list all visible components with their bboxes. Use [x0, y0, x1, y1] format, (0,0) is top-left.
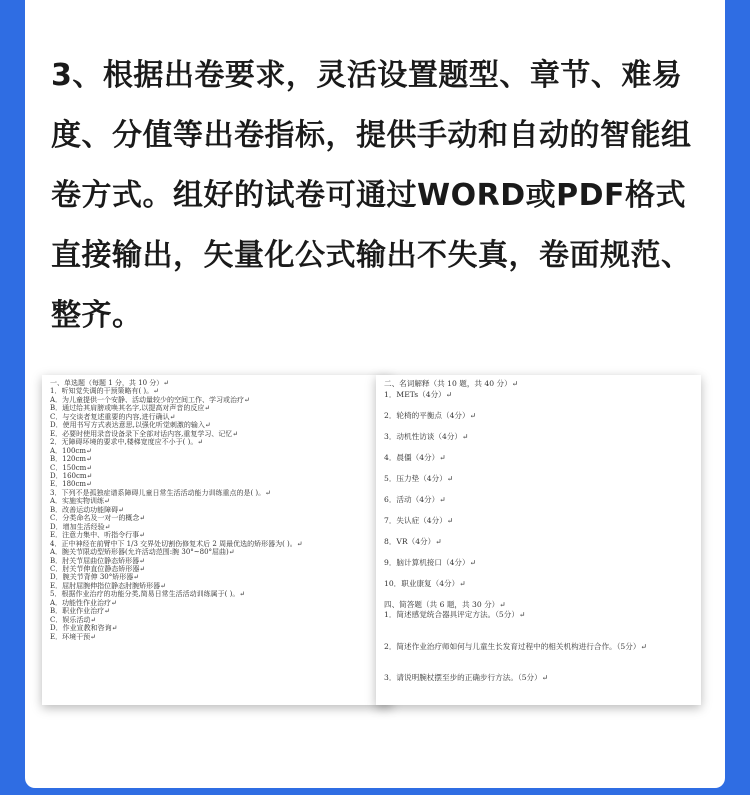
paper-line: A．为儿童提供一个安静、活动量较少的空间工作、学习或治疗↵	[50, 395, 250, 404]
paper-line: 4．晨僵（4分）↵	[384, 452, 446, 462]
paper-line: 2．无障碍环境的要求中,楼梯宽度应不小于( )。↵	[50, 438, 204, 447]
paper-line: E．注意力集中、听指令行事↵	[50, 531, 145, 540]
paper-line: B．120cm↵	[50, 455, 92, 464]
paper-line: 9．脑计算机接口（4分）↵	[384, 557, 476, 567]
paper-line: D．增加生活经验↵	[50, 522, 111, 531]
paper-line	[384, 621, 693, 632]
paper-line: B．肘关节屈曲位静态矫形器↵	[50, 556, 146, 565]
paper-line: E．180cm↵	[50, 480, 92, 489]
paper-line	[384, 505, 693, 516]
paper-line: B．改善运动功能障碍↵	[50, 505, 125, 514]
paper-line	[384, 652, 693, 663]
paper-line: A．腕关节限动型矫形器(允许活动范围:腕 30°~80°屈曲)↵	[50, 548, 235, 557]
paper-line: E．屈肘屈腕伸指位静态肘腕矫形器↵	[50, 581, 166, 590]
paper-line	[384, 442, 693, 453]
paper-line: 一、单选题（每题 1 分，共 10 分）↵	[50, 379, 170, 387]
content-card	[25, 0, 725, 788]
paper-line: C．娱乐活动↵	[50, 615, 97, 624]
paper-line	[384, 463, 693, 474]
paper-line: 3．动机性访谈（4分）↵	[384, 431, 469, 441]
paper-line: 2．轮椅的平衡点（4分）↵	[384, 410, 476, 420]
paper-line: B．通过给其肩膀或唤其名字,以提高对声音的反应↵	[50, 404, 211, 413]
exam-paper-preview-short-answer	[376, 375, 701, 705]
paper-line: D．作业宣教和咨询↵	[50, 624, 118, 633]
paper-line	[384, 663, 693, 674]
paper-line: 6．活动（4分）↵	[384, 494, 446, 504]
paper-line	[384, 526, 693, 537]
paper-line: 4．正中神经在前臂中下 1/3 交界处切割伤修复术后 2 周最优选的矫形器为( )。↵	[50, 539, 303, 548]
paper-line: C．与交谈者复述重要的内容,进行确认↵	[50, 412, 176, 421]
paper-line: 10．职业康复（4分）↵	[384, 578, 466, 588]
exam-paper-lines	[42, 375, 392, 641]
paper-line: C．分类命名及一对一的概念↵	[50, 514, 146, 523]
paper-line: E．必要时使用录音设备录下全部对话内容,重复学习、记忆↵	[50, 429, 239, 438]
paper-line: 1．简述感觉统合器具评定方法。（5分）↵	[384, 610, 526, 619]
paper-line	[384, 631, 693, 642]
paper-line: 1．METs（4分）↵	[384, 389, 453, 399]
paper-line: D．160cm↵	[50, 471, 93, 480]
paper-line: C．肘关节伸直位静态矫形器↵	[50, 564, 146, 573]
paper-line	[384, 421, 693, 432]
paper-line	[384, 484, 693, 495]
paper-line: 二、名词解释（共 10 题，共 40 分）↵	[384, 379, 519, 388]
exam-paper-preview-single-choice	[42, 375, 392, 705]
paper-line: 5．压力垫（4分）↵	[384, 473, 454, 483]
paper-line	[384, 589, 693, 600]
paper-line: A．实施实物训练↵	[50, 497, 110, 506]
paper-line	[384, 400, 693, 411]
feature-description: 3、根据出卷要求，灵活设置题型、章节、难易度、分值等出卷指标，提供手动和自动的智能组卷方式。组好的试卷可通过WORD或PDF格式直接输出，矢量化公式输出不失真，卷面规范、整齐。	[51, 58, 692, 333]
paper-line: 5．根据作业治疗的功能分类,简易日常生活活动训练属于( )。↵	[50, 590, 246, 599]
paper-line	[384, 568, 693, 579]
paper-line: 3．请说明腕杖摆至步的正确步行方法。（5分）↵	[384, 673, 549, 682]
paper-line: 7．失认症（4分）↵	[384, 515, 454, 525]
paper-line: 3．下列不是孤独症谱系障碍儿童日常生活活动能力训练重点的是( )。↵	[50, 488, 272, 497]
paper-line	[384, 547, 693, 558]
paper-line: C．150cm↵	[50, 463, 93, 472]
paper-line: D．腕关节背伸 30°矫形器↵	[50, 573, 140, 582]
paper-line: E．环境干预↵	[50, 632, 96, 641]
paper-line: B．职业作业治疗↵	[50, 607, 111, 616]
paper-line: 8．VR（4分）↵	[384, 536, 442, 546]
exam-paper-lines	[376, 375, 701, 684]
paper-line: D．使用书写方式表达意思,以强化听觉刺激的输入↵	[50, 421, 211, 430]
paper-line: A．100cm↵	[50, 446, 92, 455]
paper-line: 四、简答题（共 6 题，共 30 分）↵	[384, 599, 506, 609]
paper-line: A．功能性作业治疗↵	[50, 598, 117, 607]
paper-line: 2．简述作业治疗师如何与儿童生长发育过程中的相关机构进行合作。（5分）↵	[384, 641, 647, 651]
paper-line: 1．听知觉失调的干预策略有( )。↵	[50, 387, 160, 396]
